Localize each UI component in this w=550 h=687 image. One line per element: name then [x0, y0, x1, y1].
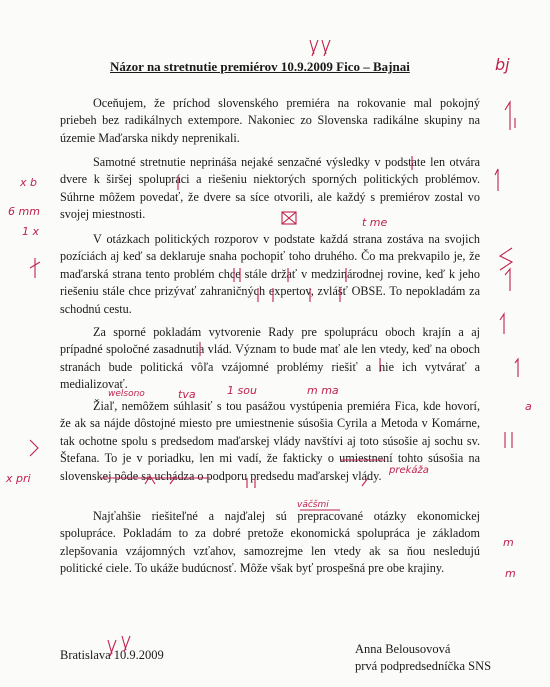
annotation-vac: väčšmi — [297, 500, 329, 510]
document-title: Názor na stretnutie premiérov 10.9.2009 Fico – Bajnai — [110, 59, 410, 74]
mark-left-2 — [30, 440, 38, 456]
place-date: Bratislava 10.9.2009 — [60, 648, 164, 662]
mark-title-date — [310, 40, 330, 56]
paragraph-3-text: V otázkach politických rozporov v podstate každá strana zostáva na svojich pozíciách aj keď sa deklaruje snaha pochopiť toho druhého. Čo ma prekvapilo je, že maďarská strana tento problém chce stále držať v medzinárodnej rovine, keď k jeho riešeniu stále chce prizývať zahraničných expertov, zvlášť OBSE. To nepokladám za schodnú cestu. — [60, 232, 480, 316]
annotation-margin-left-3: 1 x — [22, 225, 40, 238]
mark-right-2 — [495, 169, 498, 191]
annotation-m2: m — [505, 567, 516, 580]
mark-right-1 — [505, 102, 515, 130]
signature-block — [355, 641, 491, 675]
paragraph-6-text: Najťahšie riešiteľné a najďalej sú prepracované otázky ekonomickej spolupráce. Pokladám to za dobré pretože ekonomická spolupráca je základom zlepšovania vzájomných vzťahov, samozrejme len vtedy ak sa ňou nesledujú politické ciele. To ukáže budúcnosť. Môže však byť prospešná pre obe krajiny. — [60, 509, 480, 576]
annotation-m1: m — [503, 536, 514, 549]
paragraph-2 — [60, 154, 480, 224]
signatory-name: Anna Belousovová — [355, 642, 451, 656]
annotation-xpri: x pri — [6, 472, 31, 485]
mark-right-6 — [515, 359, 518, 377]
annotation-margin-left-1: x b — [20, 176, 37, 189]
mark-left-1 — [30, 258, 40, 278]
paragraph-1-text: Oceňujem, že príchod slovenského premiéra na rokovanie mal pokojný priebeh bez radikálnych extempore. Nakoniec zo Slovenska radikálne skupiny na územie Maďarska nikdy neprenikali. — [60, 96, 480, 145]
paragraph-1 — [60, 95, 480, 147]
mark-right-4 — [500, 248, 512, 270]
paragraph-5-text: Žiaľ, nemôžem súhlasiť s tou pasážou vystúpenia premiéra Fica, kde hovorí, že ak sa nájde dôstojné miesto pre umiestnenie súsošia Cyrila a Metoda v Komárne, tak ochotne spolu s predsedom maďarskej vlády navštívi aj toto súsošie aj sochu sv. Štefana. To je v poriadku, len mi vadí, že fakticky o umiestnení tohto súsošia na slovenskej pôde sa uchádza o podporu predsedu maďarskej vlády. — [60, 399, 480, 483]
annotation-mma: m ma — [307, 384, 339, 397]
annotation-margin-left-2: 6 mm — [8, 205, 40, 218]
annotation-a: a — [525, 400, 532, 413]
annotation-wlsona: welsono — [108, 389, 145, 399]
paragraph-4 — [60, 324, 480, 394]
paragraph-4-text: Za sporné pokladám vytvorenie Rady pre spoluprácu oboch krajín a aj prípadné spoločné zasadnutia vlád. Význam to bude mať ale len vtedy, keď na oboch stranách bude politická vôľa vzájomné problémy riešiť a nie ich vytvárať a medializovať. — [60, 325, 480, 392]
paragraph-2-text: Samotné stretnutie neprináša nejaké senzačné výsledky v podstate len otvára dvere k širšej spolupráci a riešeniu niektorých sporných politických problémov. Súhrne môžem povedať, že dvere sa síce otvorili, ale každý s premiérov zostal vo svojej miestnosti. — [60, 155, 480, 222]
annotation-prekaza: prekáža — [389, 465, 429, 476]
paragraph-6 — [60, 508, 480, 578]
paragraph-3 — [60, 231, 480, 318]
annotation-tva: tva — [178, 388, 196, 401]
mark-right-3 — [505, 269, 510, 291]
annotation-sou: 1 sou — [227, 384, 257, 397]
mark-right-5 — [500, 314, 504, 334]
signatory-role: prvá podpredsedníčka SNS — [355, 659, 492, 673]
mark-right-7 — [505, 432, 512, 448]
annotation-top-right: bj — [495, 55, 510, 74]
annotation-tme: t me — [362, 216, 388, 229]
